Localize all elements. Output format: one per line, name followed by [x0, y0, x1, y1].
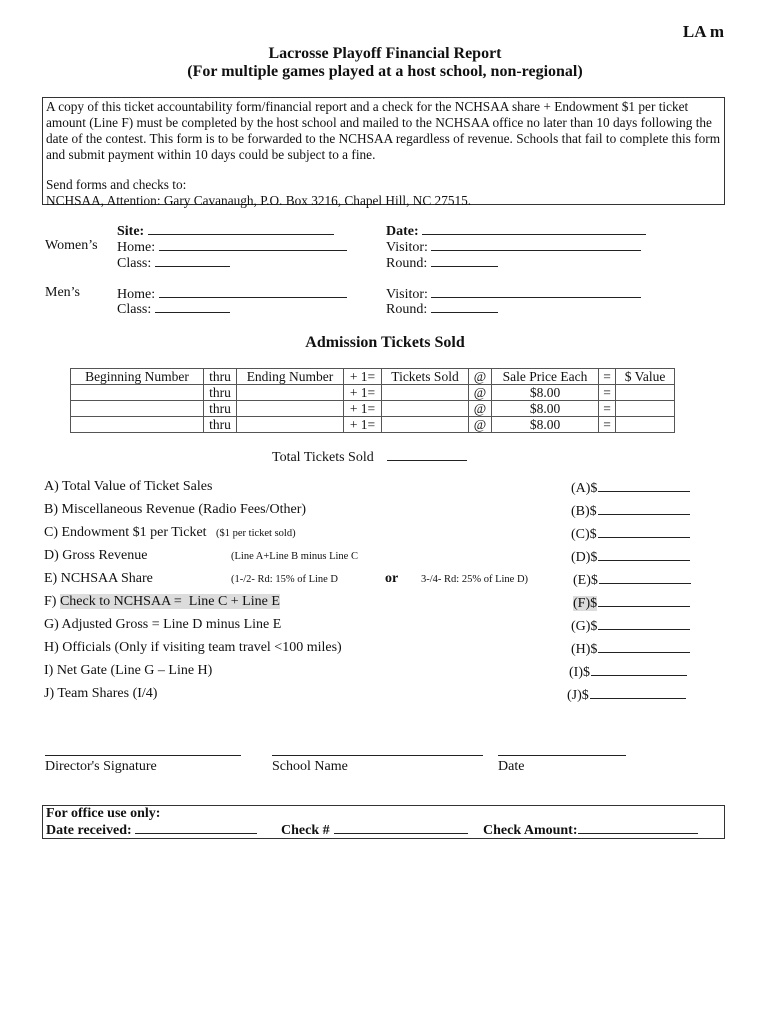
- send-to-label: Send forms and checks to:: [46, 177, 187, 192]
- home-label: Home:: [117, 240, 156, 255]
- plus-one-cell: + 1=: [344, 417, 382, 433]
- value-cell[interactable]: [616, 417, 675, 433]
- col-value: $ Value: [616, 369, 675, 385]
- line-b-amount-field[interactable]: [571, 502, 690, 520]
- tickets-sold-cell[interactable]: [382, 385, 469, 401]
- line-f-amount-field[interactable]: [573, 594, 690, 612]
- amount-blank[interactable]: [598, 617, 690, 630]
- check-amount-label: Check Amount:: [483, 823, 578, 838]
- value-cell[interactable]: [616, 401, 675, 417]
- line-e: [44, 571, 694, 591]
- form-code: LA m: [682, 22, 724, 41]
- office-use-box: [42, 805, 725, 839]
- line-label: J) Team Shares (I/4): [44, 686, 158, 701]
- amount-blank[interactable]: [598, 594, 690, 607]
- mens-class-field[interactable]: [117, 300, 230, 318]
- school-name-line[interactable]: [272, 755, 483, 756]
- line-e-amount-field[interactable]: [573, 571, 691, 589]
- line-f: [44, 594, 694, 614]
- send-to-address: NCHSAA, Attention: Gary Cavanaugh, P.O. Box 3216, Chapel Hill, NC 27515.: [46, 193, 472, 208]
- line-code: (F)$: [573, 596, 598, 611]
- round-label: Round:: [386, 302, 428, 317]
- line-code: (B)$: [571, 504, 597, 519]
- line-label: E) NCHSAA Share: [44, 571, 153, 586]
- line-label: A) Total Value of Ticket Sales: [44, 479, 213, 494]
- col-thru: thru: [204, 369, 237, 385]
- beginning-number-cell[interactable]: [71, 417, 204, 433]
- thru-cell: thru: [204, 385, 237, 401]
- class-label: Class:: [117, 302, 152, 317]
- womens-class-blank[interactable]: [155, 254, 230, 267]
- class-label: Class:: [117, 256, 152, 271]
- page-title: Lacrosse Playoff Financial Report: [268, 45, 502, 62]
- amount-blank[interactable]: [599, 571, 691, 584]
- line-d: [44, 548, 694, 568]
- col-at: @: [469, 369, 492, 385]
- womens-visitor-blank[interactable]: [431, 238, 641, 251]
- col-tickets-sold: Tickets Sold: [382, 369, 469, 385]
- line-a: [44, 479, 694, 499]
- line-code: (C)$: [571, 527, 597, 542]
- value-cell[interactable]: [616, 385, 675, 401]
- line-label: C) Endowment $1 per Ticket: [44, 525, 207, 540]
- date-received-field[interactable]: [46, 821, 257, 838]
- school-name-label: School Name: [272, 759, 348, 774]
- check-amount-blank[interactable]: [578, 821, 698, 834]
- col-beginning-number: Beginning Number: [71, 369, 204, 385]
- site-label: Site:: [117, 224, 145, 239]
- equals-cell: =: [599, 385, 616, 401]
- ending-number-cell[interactable]: [237, 401, 344, 417]
- womens-home-blank[interactable]: [159, 238, 347, 251]
- amount-blank[interactable]: [591, 663, 687, 676]
- line-i-amount-field[interactable]: [569, 663, 687, 681]
- tickets-header-row: [71, 369, 675, 385]
- ending-number-cell[interactable]: [237, 417, 344, 433]
- at-cell: @: [469, 417, 492, 433]
- tickets-sold-cell[interactable]: [382, 401, 469, 417]
- line-code: (G)$: [571, 619, 598, 634]
- line-b: [44, 502, 694, 522]
- amount-blank[interactable]: [590, 686, 686, 699]
- line-j: [44, 686, 694, 706]
- line-j-amount-field[interactable]: [567, 686, 686, 704]
- amount-blank[interactable]: [598, 479, 690, 492]
- line-code: (E)$: [573, 573, 598, 588]
- womens-round-blank[interactable]: [431, 254, 498, 267]
- line-code: (A)$: [571, 481, 598, 496]
- line-label: B) Miscellaneous Revenue (Radio Fees/Other): [44, 502, 307, 517]
- check-number-field[interactable]: [281, 821, 468, 838]
- line-c-amount-field[interactable]: [571, 525, 690, 543]
- date-blank[interactable]: [422, 222, 646, 235]
- thru-cell: thru: [204, 417, 237, 433]
- line-code: (I)$: [569, 665, 590, 680]
- visitor-label: Visitor:: [386, 240, 428, 255]
- equals-cell: =: [599, 401, 616, 417]
- office-use-title: For office use only:: [46, 806, 161, 821]
- tickets-table: [70, 368, 675, 433]
- line-i: [44, 663, 694, 683]
- line-note: (Line A+Line B minus Line C: [231, 551, 358, 562]
- line-code: (D)$: [571, 550, 598, 565]
- line-label: I) Net Gate (Line G – Line H): [44, 663, 213, 678]
- line-label: F) Check to NCHSAA = Line C + Line E: [44, 594, 280, 609]
- sale-price-cell: $8.00: [492, 385, 599, 401]
- amount-blank[interactable]: [598, 640, 690, 653]
- office-use-fields: [46, 821, 721, 837]
- plus-one-cell: + 1=: [344, 401, 382, 417]
- total-tickets-label: Total Tickets Sold: [272, 450, 374, 465]
- mens-class-blank[interactable]: [155, 300, 230, 313]
- line-note: (1-/2- Rd: 15% of Line D: [231, 574, 339, 585]
- line-code: (J)$: [567, 688, 589, 703]
- total-tickets-field[interactable]: [272, 448, 467, 466]
- col-sale-price: Sale Price Each: [492, 369, 599, 385]
- instructions-text: A copy of this ticket accountability form/financial report and a check for the NCHSAA share + Endowment $1 per ticket amount (Line F) must be completed by the host school and mailed to the NCHSAA office no later than 10 days following the date of the contest. This form is to be forwarded to the NCHSAA regardless of revenue. Schools that fail to complete this form and submit payment within 10 days could be subject to a fine.: [46, 99, 721, 162]
- table-row: [71, 401, 675, 417]
- line-c: [44, 525, 694, 545]
- at-cell: @: [469, 401, 492, 417]
- tickets-section-title: Admission Tickets Sold: [305, 334, 465, 351]
- line-g: [44, 617, 694, 637]
- col-plus-one: + 1=: [344, 369, 382, 385]
- total-tickets-blank[interactable]: [387, 448, 467, 461]
- check-number-label: Check #: [281, 823, 330, 838]
- line-a-amount-field[interactable]: [571, 479, 690, 497]
- beginning-number-cell[interactable]: [71, 385, 204, 401]
- line-h-amount-field[interactable]: [571, 640, 690, 658]
- line-code: (H)$: [571, 642, 598, 657]
- date-received-blank[interactable]: [135, 821, 257, 834]
- womens-round-field[interactable]: [386, 254, 498, 272]
- site-blank[interactable]: [148, 222, 334, 235]
- or-label: or: [385, 571, 399, 586]
- line-label: G) Adjusted Gross = Line D minus Line E: [44, 617, 282, 632]
- line-note: ($1 per ticket sold): [216, 528, 296, 539]
- womens-class-field[interactable]: [117, 254, 230, 272]
- thru-cell: thru: [204, 401, 237, 417]
- date-label: Date: [498, 759, 525, 774]
- line-h: [44, 640, 694, 660]
- mens-visitor-blank[interactable]: [431, 285, 641, 298]
- home-label: Home:: [117, 287, 156, 302]
- beginning-number-cell[interactable]: [71, 401, 204, 417]
- mens-label: Men’s: [45, 285, 80, 300]
- line-label: H) Officials (Only if visiting team travel <100 miles): [44, 640, 342, 655]
- table-row: [71, 385, 675, 401]
- at-cell: @: [469, 385, 492, 401]
- director-signature-line[interactable]: [45, 755, 241, 756]
- line-g-amount-field[interactable]: [571, 617, 690, 635]
- date-label: Date:: [386, 224, 419, 239]
- amount-blank[interactable]: [598, 525, 690, 538]
- page-subtitle: (For multiple games played at a host school, non-regional): [187, 63, 583, 80]
- col-equals: =: [599, 369, 616, 385]
- col-ending-number: Ending Number: [237, 369, 344, 385]
- line-note-alt: 3-/4- Rd: 25% of Line D): [421, 574, 529, 585]
- line-label: D) Gross Revenue: [44, 548, 148, 563]
- date-line[interactable]: [498, 755, 626, 756]
- plus-one-cell: + 1=: [344, 385, 382, 401]
- sale-price-cell: $8.00: [492, 417, 599, 433]
- date-received-label: Date received:: [46, 823, 132, 838]
- mens-round-field[interactable]: [386, 300, 498, 318]
- amount-blank[interactable]: [598, 548, 690, 561]
- equals-cell: =: [599, 417, 616, 433]
- ending-number-cell[interactable]: [237, 385, 344, 401]
- line-f-highlight: Check to NCHSAA = Line C + Line E: [59, 594, 280, 609]
- visitor-label: Visitor:: [386, 287, 428, 302]
- sale-price-cell: $8.00: [492, 401, 599, 417]
- amount-blank[interactable]: [598, 502, 690, 515]
- mens-home-blank[interactable]: [159, 285, 347, 298]
- check-amount-field[interactable]: [483, 821, 698, 838]
- check-number-blank[interactable]: [334, 821, 468, 834]
- tickets-sold-cell[interactable]: [382, 417, 469, 433]
- instructions-box: [42, 97, 725, 208]
- director-signature-label: Director's Signature: [45, 759, 157, 774]
- line-d-amount-field[interactable]: [571, 548, 690, 566]
- womens-label: Women’s: [45, 238, 98, 253]
- mens-round-blank[interactable]: [431, 300, 498, 313]
- round-label: Round:: [386, 256, 428, 271]
- table-row: [71, 417, 675, 433]
